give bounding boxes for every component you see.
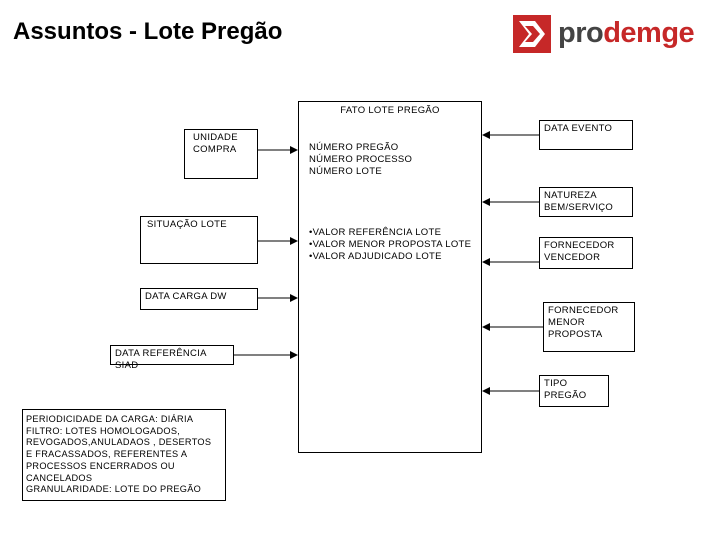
logo-wordmark-part1: pro bbox=[558, 17, 604, 49]
dim-data-carga-label: DATA CARGA DW bbox=[145, 291, 227, 302]
fact-keys: NÚMERO PREGÃO NÚMERO PROCESSO NÚMERO LOTE bbox=[309, 142, 413, 177]
dim-data-evento-label: DATA EVENTO bbox=[544, 123, 613, 134]
fact-title: FATO LOTE PREGÃO bbox=[340, 105, 440, 116]
page-title: Assuntos - Lote Pregão bbox=[13, 18, 283, 45]
dim-unidade-compra-label: UNIDADE COMPRA bbox=[193, 132, 238, 155]
dim-data-referencia-label: DATA REFERÊNCIA SIAD bbox=[115, 348, 207, 371]
dim-fornecedor-vencedor-label: FORNECEDOR VENCEDOR bbox=[544, 240, 615, 263]
dim-natureza-label: NATUREZA BEM/SERVIÇO bbox=[544, 190, 614, 213]
logo-wordmark-part2: demge bbox=[603, 17, 695, 49]
dim-fornecedor-menor-proposta-label: FORNECEDOR MENOR PROPOSTA bbox=[548, 305, 619, 340]
dim-situacao-lote-label: SITUAÇÃO LOTE bbox=[147, 219, 227, 230]
dim-tipo-pregao-label: TIPO PREGÃO bbox=[544, 378, 587, 401]
notes-text: PERIODICIDADE DA CARGA: DIÁRIA FILTRO: LOTES HOMOLOGADOS, REVOGADOS,ANULADAOS , DESERTOS E FRACASSADOS, REFERENTES A PROCESSOS ENCERRADOS OU CANCELADOS GRANULARIDADE: LOTE DO PREGÃO bbox=[26, 414, 212, 495]
fact-measures: •VALOR REFERÊNCIA LOTE •VALOR MENOR PROPOSTA LOTE •VALOR ADJUDICADO LOTE bbox=[309, 227, 472, 262]
